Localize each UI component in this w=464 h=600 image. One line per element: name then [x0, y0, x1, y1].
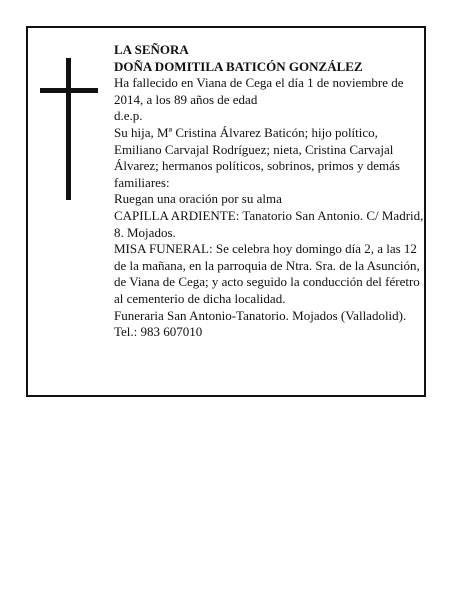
cross-vertical-bar — [66, 58, 71, 200]
obituary-notice — [26, 26, 426, 397]
notice-chapel: CAPILLA ARDIENTE: Tanatorio San Antonio. C/ Madrid, 8. Mojados. — [114, 207, 424, 240]
cross-icon — [40, 58, 98, 200]
notice-prayer: Ruegan una oración por su alma — [114, 191, 282, 207]
notice-mass: MISA FUNERAL: Se celebra hoy domingo día 2, a las 12 de la mañana, en la parroquia de Ntra. Sra. de la Asunción, de Viana de Cega; y acto seguido la conducción del féretro al cementerio de dicha localidad. — [114, 241, 420, 306]
notice-title-honorific: LA SEÑORA — [114, 42, 189, 57]
notice-family: Su hija, Mª Cristina Álvarez Baticón; hijo político, Emiliano Carvajal Rodríguez; nieta, Cristina Carvajal Álvarez; hermanos políticos, sobrinos, primos y demás familiares: — [114, 124, 400, 190]
notice-title-name: DOÑA DOMITILA BATICÓN GONZÁLEZ — [114, 58, 363, 74]
notice-rip: d.e.p. — [114, 108, 143, 124]
notice-funeral-home: Funeraria San Antonio-Tanatorio. Mojados (Valladolid). Tel.: 983 607010 — [114, 307, 407, 340]
cross-horizontal-bar — [40, 88, 98, 93]
notice-passed: Ha fallecido en Viana de Cega el día 1 de noviembre de 2014, a los 89 años de edad — [114, 75, 404, 107]
notice-text — [114, 42, 424, 341]
